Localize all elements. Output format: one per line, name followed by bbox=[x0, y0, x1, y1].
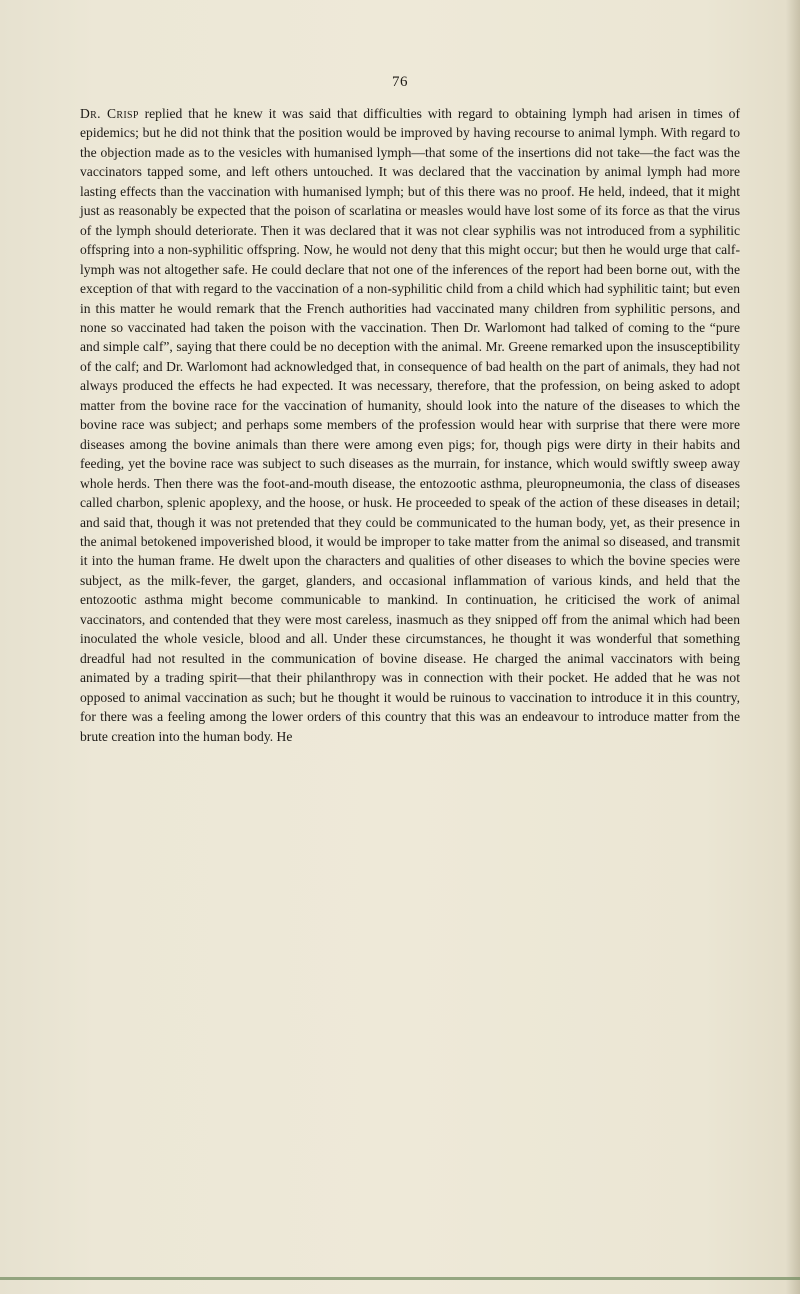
page-edge-shadow bbox=[786, 0, 800, 1294]
body-paragraph bbox=[80, 104, 740, 746]
speaker-name: Dr. Crisp bbox=[80, 106, 139, 121]
page-number: 76 bbox=[392, 74, 408, 90]
paragraph-text: replied that he knew it was said that difficulties with regard to obtaining lymph had arisen in times of epidemics; but he did not think that the position would be improved by having recourse to animal lymph. With regard to the objection made as to the vesicles with humanised lymph—that some of the insertions did not take—the fact was the vaccinators tapped some, and left others untouched. It was declared that the vaccination by animal lymph had more lasting effects than the vaccination with humanised lymph; but of this there was no proof. He held, indeed, that it might just as reasonably be expected that the poison of scarlatina or measles would have lost some of its force as that the virus of the lymph should deteriorate. Then it was declared that it was not clear syphilis was not introduced from a syphilitic offspring into a non-syphilitic offspring. Now, he would not deny that this might occur; but then he would urge that calf-lymph was not altogether safe. He could declare that not one of the inferences of the report had been borne out, with the exception of that with regard to the vaccination of a non-syphilitic child from a child which had syphilitic taint; but even in this matter he would remark that the French authorities had vaccinated many children from syphilitic persons, and none so vaccinated had taken the poison with the vaccination. Then Dr. Warlomont had talked of coming to the “pure and simple calf”, saying that there could be no deception with the animal. Mr. Greene remarked upon the insusceptibility of the calf; and Dr. Warlomont had acknowledged that, in consequence of bad health on the part of animals, they had not always produced the effects he had expected. It was necessary, therefore, that the profession, on being asked to adopt matter from the bovine race for the vaccination of humanity, should look into the nature of the diseases to which the bovine race was subject; and perhaps some members of the profession would hear with surprise that there were more diseases among the bovine animals than there were among even pigs; for, though pigs were dirty in their habits and feeding, yet the bovine race was subject to such diseases as the murrain, for instance, which would swiftly sweep away whole herds. Then there was the foot-and-mouth disease, the entozootic asthma, pleuropneumonia, the class of diseases called charbon, splenic apoplexy, and the hoose, or husk. He proceeded to speak of the action of these diseases in detail; and said that, though it was not pretended that they could be communicated to the human body, yet, as their presence in the animal betokened impoverished blood, it would be improper to take matter from the animal so diseased, and transmit it into the human frame. He dwelt upon the characters and qualities of other diseases to which the bovine species were subject, as the milk-fever, the garget, glanders, and occasional inflammation of various kinds, and held that the entozootic asthma might become communicable to mankind. In continuation, he criticised the work of animal vaccinators, and contended that they were most careless, inasmuch as they snipped off from the animal which had been inoculated the whole vesicle, blood and all. Under these circumstances, he thought it was wonderful that something dreadful had not resulted in the communication of bovine disease. He charged the animal vaccinators with being animated by a trading spirit—that their philanthropy was in connection with their pocket. He added that he was not opposed to animal vaccination as such; but he thought it would be ruinous to vaccination to introduce it in this country, for there was a feeling among the lower orders of this country that this was an endeavour to introduce matter from the brute creation into the human body. He bbox=[80, 106, 740, 744]
bottom-edge-rule bbox=[0, 1277, 800, 1280]
